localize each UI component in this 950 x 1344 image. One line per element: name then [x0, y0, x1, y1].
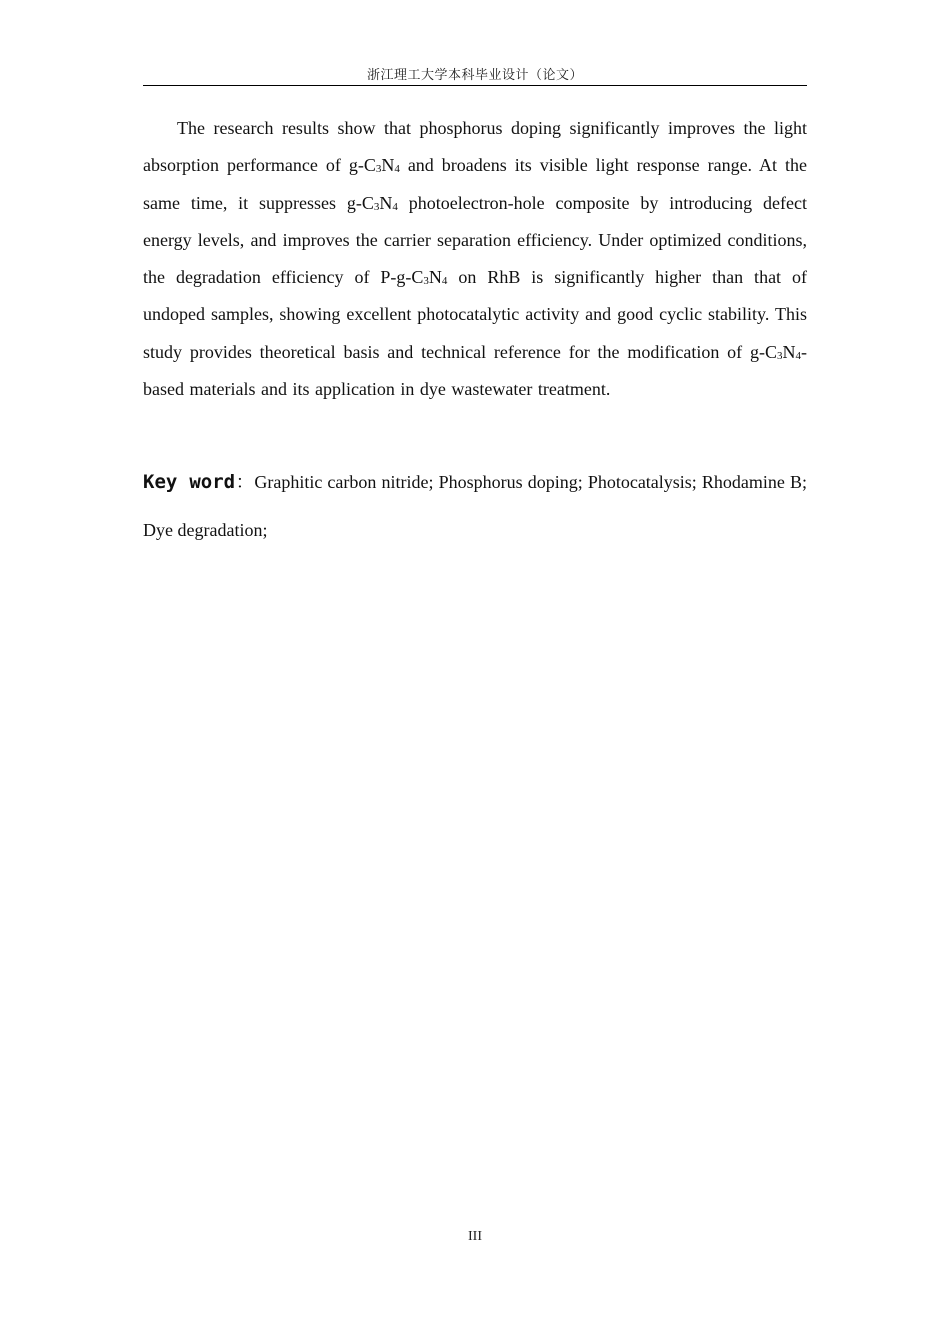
abstract-text: photoelectron-hole composite by introducing defect energy levels, and improves the carrier separation efficiency. Under optimized conditions, the degradation efficiency of P-g-C	[143, 192, 807, 288]
keywords-separator: ：	[235, 472, 255, 492]
keywords-label: Key word	[143, 471, 236, 493]
abstract-text: N	[381, 155, 395, 176]
subscript: 4	[795, 349, 801, 362]
keywords-text: Graphitic carbon nitride; Phosphorus doping; Photocatalysis; Rhodamine B; Dye degradation;	[143, 472, 808, 540]
keywords-line	[143, 458, 807, 554]
abstract-paragraph	[143, 110, 807, 408]
subscript: 3	[777, 349, 783, 362]
subscript: 3	[375, 163, 382, 176]
abstract-text: The research results show that phosphorus doping significantly improves the light absorption performance of g-C	[143, 118, 807, 176]
abstract-text: N	[379, 192, 393, 213]
subscript: 3	[423, 275, 429, 288]
subscript: 4	[441, 275, 448, 288]
subscript: 4	[394, 163, 400, 176]
subscript: 4	[392, 200, 398, 213]
abstract-text: N	[782, 341, 796, 362]
running-header: 浙江理工大学本科毕业设计（论文）	[366, 68, 583, 83]
page-number: III	[468, 1229, 482, 1244]
abstract-text: on RhB is significantly higher than that of undoped samples, showing excellent photocatalytic activity and good cyclic stability. This study provides theoretical basis and technical reference for the modification of g-C	[143, 267, 808, 362]
subscript: 3	[373, 200, 380, 213]
abstract-text: -based materials and its application in dye wastewater treatment.	[143, 341, 807, 400]
header-rule	[143, 85, 807, 86]
abstract-text: N	[428, 267, 442, 288]
abstract-text: and broadens its visible light response range. At the same time, it suppresses g-C	[143, 155, 807, 213]
